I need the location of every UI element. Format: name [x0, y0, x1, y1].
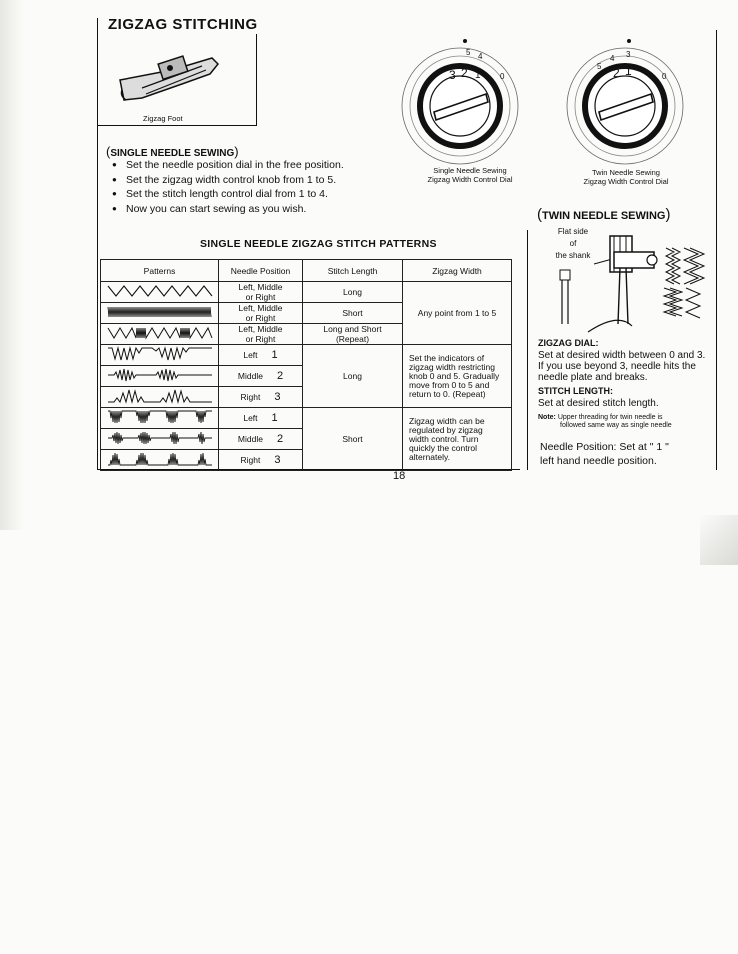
pattern-cell — [101, 324, 219, 345]
dial2-number-3: 3 — [626, 50, 631, 59]
needle-label: Right — [240, 455, 261, 465]
table-row — [101, 345, 512, 366]
note-line2: followed same way as single needle — [560, 422, 672, 429]
needle-number: 3 — [274, 454, 281, 466]
needle-cell — [219, 408, 303, 429]
page-binding-shadow — [0, 0, 26, 530]
width-text-line: move from 0 to 5 and — [409, 379, 490, 390]
pattern-satin-left — [106, 408, 214, 426]
zigzag-dial-text — [538, 350, 714, 383]
pattern-long-short-repeat — [106, 324, 214, 342]
dial2-number-2: 2 — [613, 66, 620, 80]
width-text-line: quickly the control — [409, 442, 478, 453]
page-title: ZIGZAG STITCHING — [108, 16, 258, 33]
right-column-divider — [527, 230, 528, 470]
note-label: Note: — [538, 414, 556, 421]
zigzag-dial-line: If you use beyond 3, needle hits the — [538, 361, 696, 372]
needle-position-line1: Needle Position: Set at " 1 " — [540, 441, 669, 453]
needle-cell — [219, 387, 303, 408]
pattern-graduated-left — [106, 345, 214, 363]
needle-cell — [219, 303, 303, 324]
needle-line1: Left, Middle — [238, 303, 283, 313]
needle-number: 2 — [276, 370, 284, 382]
needle-line1: Left, Middle — [238, 282, 283, 292]
width-text-line: regulated by zigzag — [409, 424, 483, 435]
table-row — [101, 408, 512, 429]
stitch-length-heading: STITCH LENGTH: — [538, 386, 613, 396]
needle-position-text — [540, 440, 669, 468]
width-cell-group3 — [403, 408, 512, 471]
step-item: ● Set the zigzag width control knob from 1 to 5. — [112, 173, 344, 188]
width-cell-group2 — [403, 345, 512, 408]
stitch-length-text: Set at desired stitch length. — [538, 398, 659, 409]
pattern-satin-middle — [106, 429, 214, 447]
single-needle-heading: (SINGLE NEEDLE SEWING) — [106, 144, 239, 159]
pattern-cell — [101, 345, 219, 366]
foot-box-bottom-rule — [98, 125, 256, 126]
single-needle-steps — [112, 158, 344, 216]
needle-cell — [219, 366, 303, 387]
length-cell-group2: Long — [303, 345, 403, 408]
needle-line2: or Right — [245, 313, 276, 323]
width-text-line: Set the indicators of — [409, 352, 485, 363]
pattern-cell — [101, 366, 219, 387]
dial1-number-5: 5 — [466, 48, 471, 57]
zigzag-foot-illustration — [112, 50, 222, 112]
single-needle-heading-text: SINGLE NEEDLE SEWING — [110, 148, 235, 159]
dial2-number-5: 5 — [597, 62, 602, 71]
width-text-line: width control. Turn — [409, 433, 479, 444]
needle-number: 1 — [271, 349, 278, 361]
needle-number: 2 — [276, 433, 284, 445]
header-patterns: Patterns — [101, 260, 219, 282]
step-item: ● Set the stitch length control dial from 1 to 4. — [112, 187, 344, 202]
header-needle-position: Needle Position — [219, 260, 303, 282]
pattern-graduated-middle — [106, 366, 214, 384]
needle-line1: Left, Middle — [238, 324, 283, 334]
twin-needle-heading: (TWIN NEEDLE SEWING) — [537, 206, 671, 223]
pattern-cell — [101, 429, 219, 450]
width-text-line: knob 0 and 5. Gradually — [409, 370, 500, 381]
dial1-number-3: 3 — [449, 68, 456, 82]
foot-box-right-rule — [256, 34, 257, 126]
needle-cell — [219, 324, 303, 345]
dial1-number-2: 2 — [461, 66, 468, 80]
stitch-patterns-table — [100, 259, 512, 471]
note-block — [538, 414, 672, 430]
needle-cell — [219, 345, 303, 366]
needle-label: Left — [243, 413, 258, 423]
dial2-caption-line1: Twin Needle Sewing — [592, 168, 660, 177]
single-needle-dial-illustration — [400, 46, 520, 166]
width-text-line: Zigzag width can be — [409, 415, 485, 426]
dial2-caption-line2: Zigzag Width Control Dial — [583, 177, 669, 186]
twin-label-line: Flat side — [557, 227, 589, 236]
length-cell — [303, 324, 403, 345]
needle-label: Right — [240, 392, 261, 402]
dial1-number-1: 1 — [475, 70, 481, 81]
zigzag-dial-line: needle plate and breaks. — [538, 372, 648, 383]
needle-label: Middle — [237, 371, 263, 381]
needle-cell — [219, 450, 303, 471]
dial1-number-4: 4 — [478, 52, 483, 61]
dial2-number-4: 4 — [610, 54, 615, 63]
width-text-line: alternately. — [409, 451, 450, 462]
pattern-cell — [101, 408, 219, 429]
left-border-rule — [97, 18, 98, 470]
needle-label: Left — [243, 350, 258, 360]
dial1-caption-line1: Single Needle Sewing — [433, 166, 507, 175]
twin-label-line: the shank — [555, 251, 591, 260]
needle-number: 1 — [271, 412, 278, 424]
zigzag-dial-heading: ZIGZAG DIAL: — [538, 338, 599, 348]
dial2-number-0: 0 — [662, 72, 667, 81]
table-title: SINGLE NEEDLE ZIGZAG STITCH PATTERNS — [200, 238, 437, 250]
step-item: ● Set the needle position dial in the free position. — [112, 158, 344, 173]
header-zigzag-width: Zigzag Width — [403, 260, 512, 282]
dial1-number-0: 0 — [500, 72, 505, 81]
needle-position-line2: left hand needle position. — [540, 455, 657, 467]
pattern-satin-right — [106, 450, 214, 468]
dial2-number-1: 1 — [625, 64, 632, 78]
pattern-cell — [101, 303, 219, 324]
twin-needle-illustration — [548, 228, 708, 338]
zigzag-dial-line: Set at desired width between 0 and 3. — [538, 350, 706, 361]
table-row — [101, 282, 512, 303]
twin-needle-heading-text: TWIN NEEDLE SEWING — [542, 210, 666, 222]
needle-cell — [219, 429, 303, 450]
dial1-indicator-dot — [463, 39, 467, 43]
page-number: 18 — [393, 470, 406, 482]
pattern-long-zigzag — [106, 282, 214, 300]
needle-line2: or Right — [245, 334, 276, 344]
width-cell-group1: Any point from 1 to 5 — [403, 282, 512, 345]
needle-cell — [219, 282, 303, 303]
table-header-row — [101, 260, 512, 282]
note-line1: Upper threading for twin needle is — [557, 414, 663, 421]
needle-line2: or Right — [245, 292, 276, 302]
width-text-line: zigzag width restricting — [409, 361, 495, 372]
length-cell: Short — [303, 303, 403, 324]
needle-number: 3 — [274, 391, 281, 403]
width-text-line: return to 0. (Repeat) — [409, 388, 486, 399]
pattern-graduated-right — [106, 387, 214, 405]
step-item: ● Now you can start sewing as you wish. — [112, 202, 344, 217]
dial1-caption — [418, 166, 522, 184]
foot-caption: Zigzag Foot — [143, 114, 183, 123]
pattern-cell — [101, 387, 219, 408]
header-stitch-length: Stitch Length — [303, 260, 403, 282]
page-edge-fold — [700, 515, 738, 565]
pattern-cell — [101, 282, 219, 303]
length-cell: Long — [303, 282, 403, 303]
pattern-cell — [101, 450, 219, 471]
length-line2: (Repeat) — [335, 334, 370, 344]
dial1-caption-line2: Zigzag Width Control Dial — [427, 175, 513, 184]
dial2-indicator-dot — [627, 39, 631, 43]
needle-label: Middle — [237, 434, 263, 444]
right-border-rule — [716, 30, 717, 470]
length-cell-group3: Short — [303, 408, 403, 471]
pattern-satin-dense — [106, 303, 214, 321]
length-line1: Long and Short — [323, 324, 382, 334]
dial2-caption — [574, 168, 678, 186]
twin-label-line: of — [569, 239, 577, 248]
